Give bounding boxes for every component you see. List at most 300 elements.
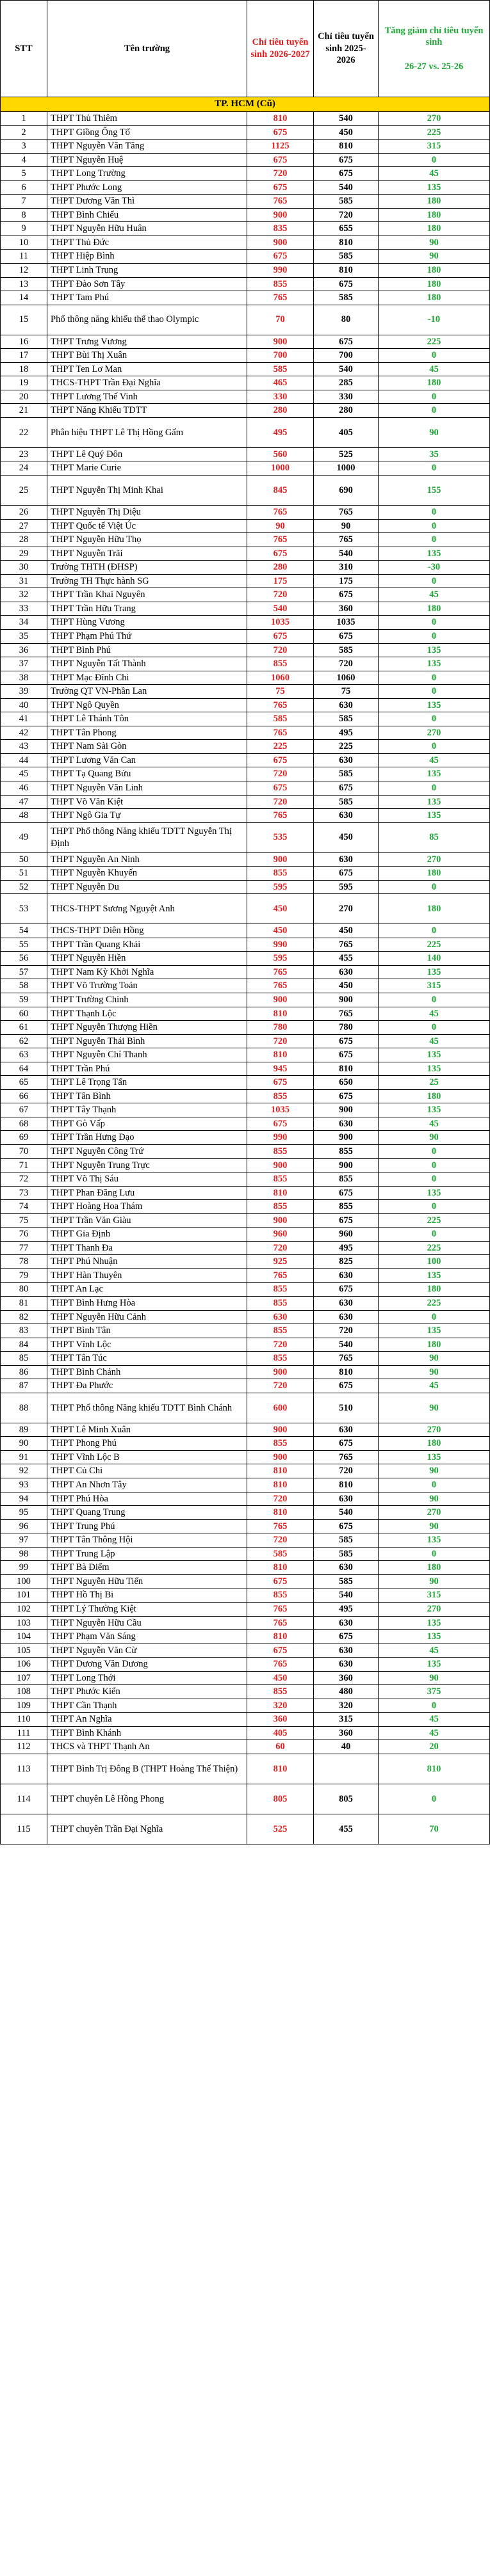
cell-school-name: THPT Lê Quý Đôn — [47, 447, 247, 461]
cell-school-name: THPT Bình Phú — [47, 643, 247, 657]
cell-school-name: THPT Trần Hưng Đạo — [47, 1131, 247, 1145]
cell-school-name: THPT Trường Chinh — [47, 993, 247, 1007]
cell-quota-change: 810 — [379, 1754, 490, 1784]
cell-quota-change: 270 — [379, 1602, 490, 1616]
cell-school-name: THPT Trần Hữu Trang — [47, 602, 247, 616]
cell-school-name: THPT Nguyễn Thái Bình — [47, 1034, 247, 1048]
cell-school-name: THPT Nguyễn Thượng Hiền — [47, 1021, 247, 1035]
cell-stt: 94 — [1, 1492, 47, 1506]
table-row — [1, 1268, 490, 1283]
cell-quota-change: 270 — [379, 1423, 490, 1437]
table-row — [1, 277, 490, 291]
cell-stt: 62 — [1, 1034, 47, 1048]
table-row — [1, 180, 490, 195]
cell-stt: 47 — [1, 795, 47, 809]
cell-quota-2025-2026: 675 — [314, 1089, 379, 1103]
cell-quota-change: 180 — [379, 1437, 490, 1451]
table-row — [1, 1379, 490, 1393]
cell-quota-change: 0 — [379, 153, 490, 167]
cell-stt: 28 — [1, 533, 47, 547]
cell-quota-change: 45 — [379, 753, 490, 767]
cell-stt: 82 — [1, 1310, 47, 1324]
cell-school-name: THPT Lê Thánh Tôn — [47, 712, 247, 726]
table-row — [1, 965, 490, 979]
table-row — [1, 1186, 490, 1200]
table-row — [1, 671, 490, 685]
cell-stt: 10 — [1, 236, 47, 250]
cell-quota-2026-2027: 845 — [247, 476, 314, 506]
cell-stt: 38 — [1, 671, 47, 685]
cell-quota-change: 180 — [379, 376, 490, 390]
table-row — [1, 1089, 490, 1103]
cell-quota-2026-2027: 810 — [247, 1561, 314, 1575]
cell-school-name: Trường QT VN-Phần Lan — [47, 685, 247, 699]
cell-school-name: THPT Tân Thông Hội — [47, 1533, 247, 1548]
cell-quota-change: 135 — [379, 795, 490, 809]
cell-quota-2025-2026: 855 — [314, 1145, 379, 1159]
cell-stt: 95 — [1, 1506, 47, 1520]
cell-quota-2026-2027: 720 — [247, 643, 314, 657]
cell-quota-2026-2027: 585 — [247, 1547, 314, 1561]
table-row — [1, 1713, 490, 1727]
cell-school-name: THPT Nguyễn Trung Trực — [47, 1158, 247, 1172]
cell-school-name: THPT Võ Văn Kiệt — [47, 795, 247, 809]
cell-quota-change: 135 — [379, 965, 490, 979]
table-row — [1, 140, 490, 154]
cell-quota-change: 45 — [379, 1007, 490, 1021]
cell-school-name: Trường TH Thực hành SG — [47, 574, 247, 588]
cell-quota-change: 0 — [379, 1158, 490, 1172]
cell-quota-2026-2027: 75 — [247, 685, 314, 699]
cell-stt: 63 — [1, 1048, 47, 1062]
cell-quota-change: 180 — [379, 602, 490, 616]
cell-quota-2025-2026: 780 — [314, 1021, 379, 1035]
table-row — [1, 753, 490, 767]
table-row — [1, 809, 490, 823]
cell-quota-change: 135 — [379, 1658, 490, 1672]
header-row — [1, 1, 490, 97]
cell-quota-change: 45 — [379, 1644, 490, 1658]
cell-quota-2025-2026: 540 — [314, 112, 379, 126]
cell-school-name: THPT Linh Trung — [47, 264, 247, 278]
cell-quota-change: 135 — [379, 657, 490, 671]
cell-quota-2026-2027: 765 — [247, 506, 314, 520]
cell-quota-2026-2027: 1000 — [247, 461, 314, 476]
table-row — [1, 1644, 490, 1658]
cell-quota-2025-2026 — [314, 1754, 379, 1784]
cell-stt: 51 — [1, 867, 47, 881]
cell-stt: 84 — [1, 1338, 47, 1352]
cell-quota-change: 90 — [379, 1464, 490, 1478]
cell-quota-2026-2027: 720 — [247, 1034, 314, 1048]
table-row — [1, 461, 490, 476]
cell-school-name: THPT Thạnh Lộc — [47, 1007, 247, 1021]
cell-quota-2026-2027: 990 — [247, 1131, 314, 1145]
cell-quota-2025-2026: 700 — [314, 349, 379, 363]
cell-stt: 100 — [1, 1574, 47, 1588]
header-quota-change-period: 26-27 vs. 25-26 — [404, 61, 464, 72]
cell-quota-change: 135 — [379, 180, 490, 195]
cell-quota-change: 180 — [379, 222, 490, 236]
cell-quota-change: 90 — [379, 1352, 490, 1366]
cell-quota-change: 135 — [379, 1268, 490, 1283]
cell-quota-2025-2026: 495 — [314, 726, 379, 740]
cell-quota-2026-2027: 945 — [247, 1062, 314, 1076]
cell-quota-2026-2027: 765 — [247, 1519, 314, 1533]
table-row — [1, 657, 490, 671]
cell-quota-change: 135 — [379, 1630, 490, 1644]
cell-quota-2025-2026: 540 — [314, 1588, 379, 1603]
cell-quota-2025-2026: 765 — [314, 938, 379, 952]
cell-quota-2025-2026: 675 — [314, 1379, 379, 1393]
cell-stt: 27 — [1, 519, 47, 533]
cell-quota-2025-2026: 80 — [314, 305, 379, 335]
table-row — [1, 291, 490, 305]
cell-stt: 102 — [1, 1602, 47, 1616]
cell-stt: 52 — [1, 880, 47, 894]
cell-quota-2026-2027: 630 — [247, 1310, 314, 1324]
cell-quota-change: 180 — [379, 277, 490, 291]
cell-quota-change: 45 — [379, 1713, 490, 1727]
table-row — [1, 1076, 490, 1090]
cell-quota-2026-2027: 90 — [247, 519, 314, 533]
cell-quota-change: 0 — [379, 574, 490, 588]
table-row — [1, 1784, 490, 1814]
cell-school-name: THPT Bình Trị Đông B (THPT Hoàng Thế Thiện) — [47, 1754, 247, 1784]
cell-quota-2026-2027: 450 — [247, 924, 314, 938]
cell-quota-2025-2026: 630 — [314, 1658, 379, 1672]
cell-quota-2025-2026: 630 — [314, 809, 379, 823]
cell-quota-change: 0 — [379, 629, 490, 643]
cell-quota-change: 0 — [379, 1310, 490, 1324]
cell-quota-2026-2027: 765 — [247, 291, 314, 305]
cell-quota-2025-2026: 510 — [314, 1393, 379, 1423]
cell-school-name: THPT Nguyễn Thị Minh Khai — [47, 476, 247, 506]
cell-school-name: THPT Mạc Đĩnh Chi — [47, 671, 247, 685]
cell-quota-2025-2026: 805 — [314, 1784, 379, 1814]
cell-school-name: THPT Đa Phước — [47, 1379, 247, 1393]
cell-quota-2025-2026: 810 — [314, 140, 379, 154]
cell-quota-2026-2027: 855 — [247, 1324, 314, 1338]
table-body — [1, 97, 490, 1844]
cell-quota-2026-2027: 675 — [247, 250, 314, 264]
table-row — [1, 1533, 490, 1548]
cell-quota-2026-2027: 855 — [247, 1297, 314, 1311]
table-row — [1, 1297, 490, 1311]
cell-school-name: THPT Marie Curie — [47, 461, 247, 476]
cell-quota-2025-2026: 720 — [314, 208, 379, 222]
table-row — [1, 305, 490, 335]
cell-stt: 32 — [1, 588, 47, 602]
cell-stt: 50 — [1, 852, 47, 867]
cell-quota-2025-2026: 675 — [314, 1283, 379, 1297]
cell-quota-2026-2027: 1125 — [247, 140, 314, 154]
cell-quota-2025-2026: 900 — [314, 1158, 379, 1172]
cell-quota-2026-2027: 765 — [247, 533, 314, 547]
cell-quota-2026-2027: 900 — [247, 993, 314, 1007]
cell-school-name: THPT Giồng Ông Tố — [47, 125, 247, 140]
cell-quota-2025-2026: 360 — [314, 1671, 379, 1685]
cell-quota-change: 0 — [379, 1699, 490, 1713]
cell-school-name: THPT Tân Túc — [47, 1352, 247, 1366]
cell-school-name: THPT Bình Chánh — [47, 1365, 247, 1379]
cell-school-name: THPT Nguyễn Công Trứ — [47, 1145, 247, 1159]
cell-school-name: THPT Nguyễn Văn Cừ — [47, 1644, 247, 1658]
cell-quota-2025-2026: 585 — [314, 1533, 379, 1548]
cell-quota-2026-2027: 450 — [247, 1671, 314, 1685]
cell-quota-2026-2027: 1035 — [247, 1103, 314, 1117]
cell-school-name: THPT Nguyễn Hữu Cảnh — [47, 1310, 247, 1324]
cell-stt: 73 — [1, 1186, 47, 1200]
table-row — [1, 195, 490, 209]
cell-school-name: THPT Phước Long — [47, 180, 247, 195]
table-row — [1, 1561, 490, 1575]
cell-quota-change: 225 — [379, 125, 490, 140]
cell-school-name: THPT Nguyễn Hữu Cầu — [47, 1616, 247, 1630]
cell-quota-2026-2027: 810 — [247, 1478, 314, 1492]
cell-quota-2026-2027: 720 — [247, 1338, 314, 1352]
cell-stt: 96 — [1, 1519, 47, 1533]
table-row — [1, 1574, 490, 1588]
cell-quota-2026-2027: 225 — [247, 740, 314, 754]
header-quota-change-title: Tăng giảm chỉ tiêu tuyển sinh — [384, 25, 484, 48]
table-row — [1, 1338, 490, 1352]
cell-quota-change: 135 — [379, 767, 490, 781]
cell-quota-change: 0 — [379, 461, 490, 476]
cell-quota-2025-2026: 585 — [314, 795, 379, 809]
table-row — [1, 698, 490, 712]
cell-quota-2025-2026: 360 — [314, 1726, 379, 1740]
cell-stt: 86 — [1, 1365, 47, 1379]
table-row — [1, 993, 490, 1007]
cell-quota-2025-2026: 270 — [314, 894, 379, 924]
table-row — [1, 376, 490, 390]
cell-stt: 101 — [1, 1588, 47, 1603]
cell-quota-2025-2026: 825 — [314, 1255, 379, 1269]
header-quota-2026-2027: Chỉ tiêu tuyển sinh 2026-2027 — [247, 1, 314, 97]
cell-school-name: THPT chuyên Trần Đại Nghĩa — [47, 1814, 247, 1844]
cell-stt: 76 — [1, 1228, 47, 1242]
cell-quota-change: 0 — [379, 993, 490, 1007]
cell-stt: 16 — [1, 335, 47, 349]
cell-quota-2026-2027: 720 — [247, 167, 314, 181]
cell-quota-change: 180 — [379, 894, 490, 924]
cell-quota-2026-2027: 720 — [247, 1379, 314, 1393]
cell-quota-change: 20 — [379, 1740, 490, 1754]
cell-stt: 12 — [1, 264, 47, 278]
cell-school-name: THPT Bình Khánh — [47, 1726, 247, 1740]
cell-stt: 108 — [1, 1685, 47, 1699]
cell-quota-change: 375 — [379, 1685, 490, 1699]
cell-stt: 13 — [1, 277, 47, 291]
cell-quota-2025-2026: 175 — [314, 574, 379, 588]
cell-quota-2025-2026: 900 — [314, 993, 379, 1007]
cell-school-name: THCS-THPT Diên Hồng — [47, 924, 247, 938]
cell-quota-2026-2027: 810 — [247, 1186, 314, 1200]
cell-school-name: THPT Thủ Đức — [47, 236, 247, 250]
cell-quota-2026-2027: 525 — [247, 1814, 314, 1844]
cell-quota-2025-2026: 630 — [314, 1644, 379, 1658]
table-row — [1, 1423, 490, 1437]
cell-quota-2025-2026: 720 — [314, 1324, 379, 1338]
cell-quota-change: 0 — [379, 740, 490, 754]
cell-school-name: THPT Hàn Thuyên — [47, 1268, 247, 1283]
cell-quota-2025-2026: 675 — [314, 781, 379, 795]
cell-quota-change: 25 — [379, 1076, 490, 1090]
cell-quota-2025-2026: 1000 — [314, 461, 379, 476]
cell-quota-change: 90 — [379, 1393, 490, 1423]
cell-school-name: THPT Tạ Quang Bửu — [47, 767, 247, 781]
cell-quota-change: 135 — [379, 643, 490, 657]
cell-quota-2025-2026: 540 — [314, 362, 379, 376]
cell-quota-2025-2026: 900 — [314, 1103, 379, 1117]
table-row — [1, 1324, 490, 1338]
cell-quota-2026-2027: 960 — [247, 1228, 314, 1242]
cell-stt: 33 — [1, 602, 47, 616]
cell-school-name: THPT Ngô Quyền — [47, 698, 247, 712]
header-quota-2025-2026: Chỉ tiêu tuyển sinh 2025-2026 — [314, 1, 379, 97]
cell-school-name: Phổ thông năng khiếu thể thao Olympic — [47, 305, 247, 335]
table-row — [1, 1478, 490, 1492]
cell-quota-change: 0 — [379, 685, 490, 699]
cell-stt: 7 — [1, 195, 47, 209]
cell-school-name: THPT Thanh Đa — [47, 1241, 247, 1255]
cell-quota-2025-2026: 450 — [314, 125, 379, 140]
cell-stt: 20 — [1, 390, 47, 404]
cell-quota-change: 0 — [379, 1478, 490, 1492]
cell-school-name: THPT Nam Kỳ Khởi Nghĩa — [47, 965, 247, 979]
cell-stt: 53 — [1, 894, 47, 924]
table-row — [1, 1352, 490, 1366]
cell-quota-change: 0 — [379, 519, 490, 533]
cell-school-name: THPT Nguyễn Hiền — [47, 952, 247, 966]
cell-stt: 97 — [1, 1533, 47, 1548]
cell-quota-2025-2026: 765 — [314, 1352, 379, 1366]
cell-stt: 107 — [1, 1671, 47, 1685]
cell-school-name: THPT Nam Sài Gòn — [47, 740, 247, 754]
cell-stt: 72 — [1, 1172, 47, 1187]
cell-quota-change: 180 — [379, 195, 490, 209]
cell-quota-2026-2027: 450 — [247, 894, 314, 924]
cell-stt: 74 — [1, 1200, 47, 1214]
cell-quota-2025-2026: 540 — [314, 1506, 379, 1520]
cell-stt: 40 — [1, 698, 47, 712]
table-row — [1, 1310, 490, 1324]
cell-quota-2025-2026: 765 — [314, 506, 379, 520]
cell-quota-change: 90 — [379, 1492, 490, 1506]
cell-quota-2026-2027: 330 — [247, 390, 314, 404]
cell-quota-2026-2027: 540 — [247, 602, 314, 616]
cell-school-name: THPT Tam Phú — [47, 291, 247, 305]
cell-quota-change: 315 — [379, 140, 490, 154]
cell-stt: 44 — [1, 753, 47, 767]
cell-school-name: THPT Bà Điểm — [47, 1561, 247, 1575]
cell-quota-change: 45 — [379, 1726, 490, 1740]
cell-quota-2025-2026: 720 — [314, 657, 379, 671]
cell-stt: 67 — [1, 1103, 47, 1117]
cell-quota-2026-2027: 765 — [247, 195, 314, 209]
cell-quota-2025-2026: 320 — [314, 1699, 379, 1713]
cell-quota-2026-2027: 810 — [247, 1754, 314, 1784]
cell-school-name: THCS và THPT Thạnh An — [47, 1740, 247, 1754]
cell-stt: 81 — [1, 1297, 47, 1311]
cell-quota-2026-2027: 810 — [247, 1048, 314, 1062]
cell-quota-2025-2026: 495 — [314, 1602, 379, 1616]
cell-quota-change: 180 — [379, 1561, 490, 1575]
cell-quota-change: 0 — [379, 880, 490, 894]
cell-quota-2026-2027: 990 — [247, 264, 314, 278]
cell-stt: 91 — [1, 1450, 47, 1464]
cell-quota-change: 45 — [379, 1117, 490, 1131]
table-row — [1, 250, 490, 264]
cell-quota-2025-2026: 540 — [314, 547, 379, 561]
cell-quota-2026-2027: 855 — [247, 867, 314, 881]
cell-quota-2025-2026: 810 — [314, 236, 379, 250]
cell-quota-2025-2026: 630 — [314, 1297, 379, 1311]
cell-quota-2026-2027: 900 — [247, 1158, 314, 1172]
cell-school-name: THPT Võ Trường Toản — [47, 979, 247, 993]
table-row — [1, 1588, 490, 1603]
cell-school-name: THPT Võ Thị Sáu — [47, 1172, 247, 1187]
cell-school-name: THPT Phan Đăng Lưu — [47, 1186, 247, 1200]
table-row — [1, 894, 490, 924]
table-row — [1, 1726, 490, 1740]
cell-quota-2026-2027: 765 — [247, 698, 314, 712]
cell-stt: 103 — [1, 1616, 47, 1630]
table-row — [1, 1365, 490, 1379]
table-row — [1, 1814, 490, 1844]
cell-stt: 98 — [1, 1547, 47, 1561]
cell-quota-change: 70 — [379, 1814, 490, 1844]
cell-quota-2025-2026: 585 — [314, 250, 379, 264]
cell-school-name: THPT Long Trường — [47, 167, 247, 181]
cell-quota-2025-2026: 675 — [314, 1519, 379, 1533]
cell-stt: 115 — [1, 1814, 47, 1844]
cell-stt: 54 — [1, 924, 47, 938]
cell-stt: 59 — [1, 993, 47, 1007]
cell-stt: 39 — [1, 685, 47, 699]
table-row — [1, 222, 490, 236]
cell-quota-2026-2027: 765 — [247, 1268, 314, 1283]
cell-quota-2025-2026: 585 — [314, 1574, 379, 1588]
table-row — [1, 726, 490, 740]
table-row — [1, 629, 490, 643]
cell-quota-2026-2027: 805 — [247, 1784, 314, 1814]
cell-school-name: THPT Bình Tân — [47, 1324, 247, 1338]
table-row — [1, 767, 490, 781]
cell-quota-change: 180 — [379, 1338, 490, 1352]
cell-school-name: THPT Phổ thông Năng khiếu TDTT Bình Chánh — [47, 1393, 247, 1423]
cell-quota-change: 0 — [379, 404, 490, 418]
cell-stt: 15 — [1, 305, 47, 335]
cell-stt: 21 — [1, 404, 47, 418]
cell-quota-2025-2026: 630 — [314, 1492, 379, 1506]
table-row — [1, 1492, 490, 1506]
cell-quota-2026-2027: 585 — [247, 362, 314, 376]
cell-quota-2025-2026: 310 — [314, 561, 379, 575]
cell-stt: 60 — [1, 1007, 47, 1021]
cell-quota-2025-2026: 595 — [314, 880, 379, 894]
cell-stt: 110 — [1, 1713, 47, 1727]
table-row — [1, 1158, 490, 1172]
table-row — [1, 1630, 490, 1644]
cell-quota-2026-2027: 320 — [247, 1699, 314, 1713]
table-row — [1, 1255, 490, 1269]
cell-quota-2026-2027: 855 — [247, 1588, 314, 1603]
cell-school-name: THPT Trần Khai Nguyên — [47, 588, 247, 602]
cell-quota-2025-2026: 480 — [314, 1685, 379, 1699]
cell-school-name: THPT Nguyễn Chí Thanh — [47, 1048, 247, 1062]
